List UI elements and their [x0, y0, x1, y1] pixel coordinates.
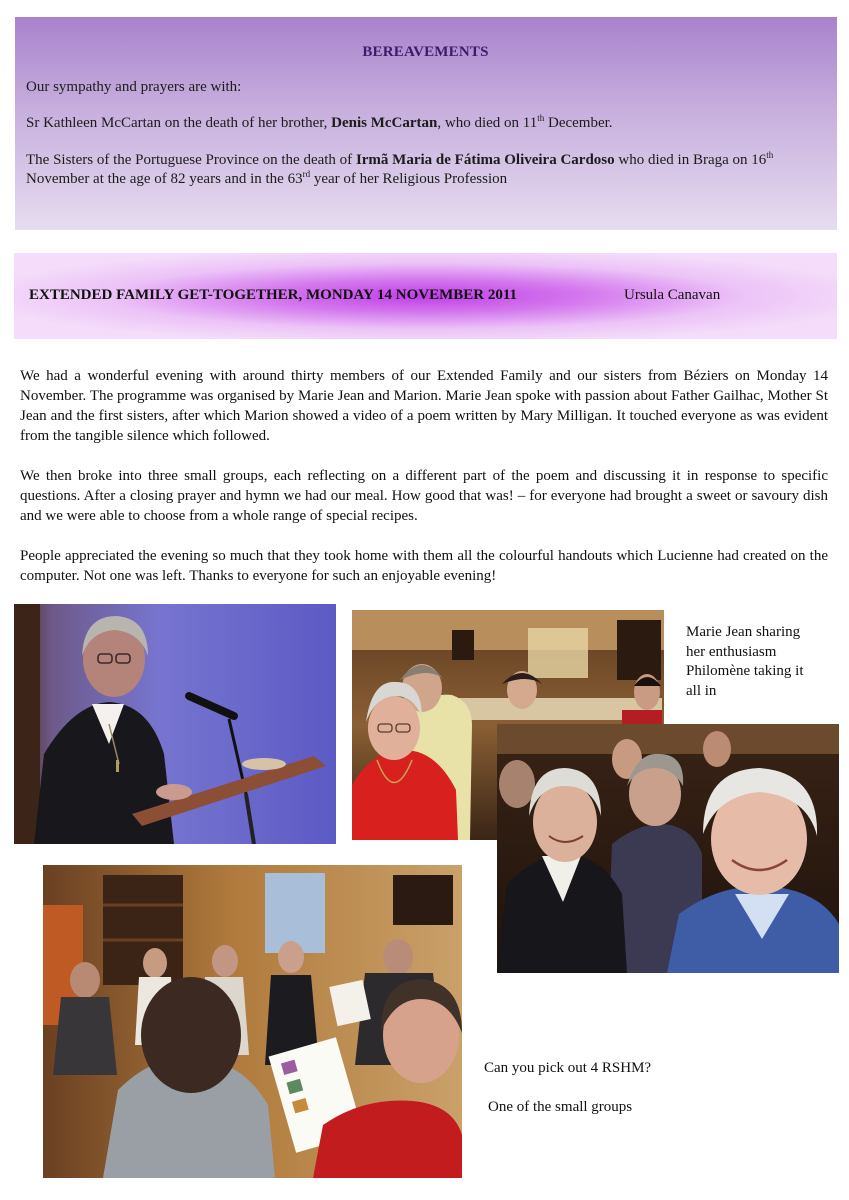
bereavements-box	[15, 17, 837, 230]
caption-line: Marie Jean sharing	[686, 624, 801, 640]
article-paragraph-1: We had a wonderful evening with around thirty members of our Extended Family and our sisters from Béziers on Monday 14 November. The programme was organised by Marie Jean and Marion. Marie Jean spoke with passion about Father Gailhac, Mother St Jean and the first sisters, after which Marion showed a video of a poem written by Mary Milligan. It touched everyone as was evident from the tangible silence which followed.	[20, 368, 828, 444]
article-paragraph-3: People appreciated the evening so much that they took home with them all the colourful handouts which Lucienne had created on the computer. Not one was left. Thanks to everyone for such an enjoyable evening!	[20, 548, 828, 584]
caption-marie-jean	[686, 623, 836, 701]
photo-speaker-at-lectern	[14, 604, 336, 844]
bereavements-heading: BEREAVEMENTS	[362, 44, 489, 60]
article-body	[20, 366, 828, 606]
article-paragraph-2: We then broke into three small groups, each reflecting on a different part of the poem and discussing it in response to specific questions. After a closing prayer and hymn we had our meal. How good that was! – for everyone had brought a sweet or savoury dish and we were able to choose from a whole range of special recipes.	[20, 468, 828, 524]
photo-smiling-sisters	[497, 724, 839, 973]
caption-line: her enthusiasm	[686, 643, 777, 660]
bereavement-item-2: The Sisters of the Portuguese Province on the death of Irmã Maria de Fátima Oliveira Cardoso who died in Braga on 16th November at the age of 82 years and in the 63rd year of her Religious Profession	[26, 150, 774, 187]
caption-small-groups: One of the small groups	[488, 1099, 633, 1115]
extended-family-banner	[14, 253, 837, 339]
bereavements-intro: Our sympathy and prayers are with:	[26, 79, 242, 95]
photo-small-group	[43, 865, 462, 1178]
bereavement-item-1: Sr Kathleen McCartan on the death of her brother, Denis McCartan, who died on 11th December.	[26, 113, 613, 131]
caption-line: Philomène taking it	[686, 663, 804, 679]
caption-rshm-question: Can you pick out 4 RSHM?	[484, 1060, 652, 1076]
deceased-name-2: Irmã Maria de Fátima Oliveira Cardoso	[355, 152, 615, 168]
article-author: Ursula Canavan	[624, 287, 721, 303]
caption-line: all in	[686, 682, 717, 699]
article-title: EXTENDED FAMILY GET-TOGETHER, MONDAY 14 NOVEMBER 2011	[29, 287, 517, 303]
deceased-name-1: Denis McCartan	[331, 115, 438, 131]
